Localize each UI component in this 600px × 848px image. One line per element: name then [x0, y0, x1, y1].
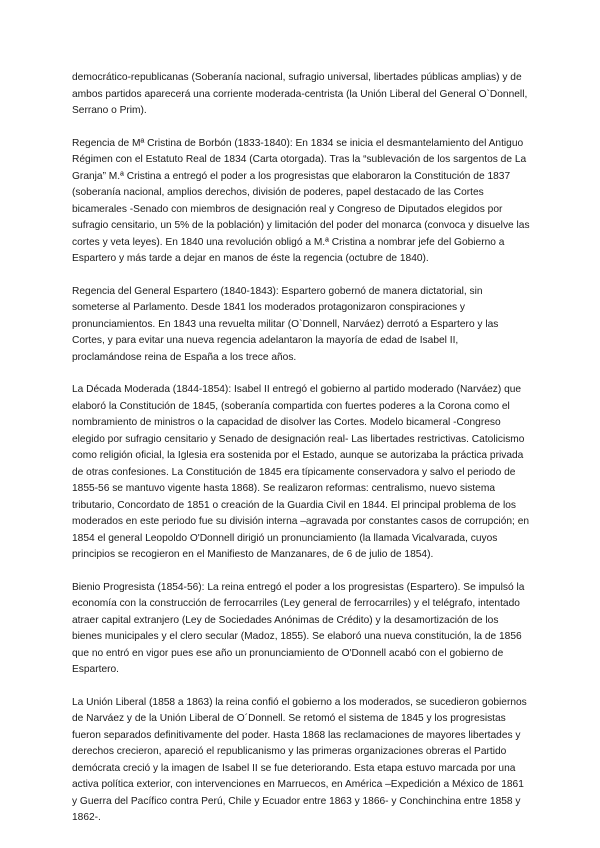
paragraph-bienio-progresista: Bienio Progresista (1854-56): La reina entregó el poder a los progresistas (Espartero). Se impulsó la economía con la construcción de ferrocarriles (Ley general de ferrocarriles) y el telégrafo, intentado atraer capital extranjero (Ley de Sociedades Anónimas de Crédito) y la desamortización de los bienes municipales y el clero secular (Madoz, 1855). Se elaboró una nueva constitución, la de 1856 que no entró en vigor pues ese año un pronunciamiento de O'Donnell acabó con el gobierno de Espartero.	[72, 581, 525, 675]
paragraph-democratic-republicans: democrático-republicanas (Soberanía nacional, sufragio universal, libertades públicas amplias) y de ambos partidos aparecerá una corriente moderada-centrista (la Unión Liberal del General O`Donnell, Serrano o Prim).	[72, 72, 528, 116]
paragraph-decada-moderada: La Década Moderada (1844-1854): Isabel II entregó el gobierno al partido moderado (Narváez) que elaboró la Constitución de 1845, (soberanía compartida con fuertes poderes a la Corona como el nombramiento de ministros o la capacidad de disolver las Cortes. Modelo bicameral -Congreso elegido por sufragio censitario y Senado de designación real- Las libertades restrictivas. Catolicismo como religión oficial, la Iglesia era sostenida por el Estado, aunque se autorizaba la práctica privada de otras confesiones. La Constitución de 1845 era típicamente conservadora y salvo el periodo de 1855-56 se mantuvo vigente hasta 1868). Se realizaron reformas: centralismo, nuevo sistema tributario, Concordato de 1851 o creación de la Guardia Civil en 1844. El principal problema de los moderados en este periodo fue su división interna –agravada por constantes casos de corrupción; en 1854 el general Leopoldo O'Donnell dirigió un pronunciamiento (la llamada Vicalvarada, cuyos principios se recogieron en el Manifiesto de Manzanares, de 6 de julio de 1854).	[72, 384, 530, 560]
document-body	[72, 70, 530, 843]
paragraph-regencia-espartero: Regencia del General Espartero (1840-1843): Espartero gobernó de manera dictatorial, sin someterse al Parlamento. Desde 1841 los moderados protagonizaron conspiraciones y pronunciamientos. En 1843 una revuelta militar (O`Donnell, Narváez) derrotó a Espartero y las Cortes, y para evitar una nueva regencia adelantaron la mayoría de edad de Isabel II, proclamándose reina de España a los trece años.	[72, 285, 499, 363]
paragraph-regencia-maria-cristina: Regencia de Mª Cristina de Borbón (1833-1840): En 1834 se inicia el desmantelamiento del Antiguo Régimen con el Estatuto Real de 1834 (Carta otorgada). Tras la “sublevación de los sargentos de La Granja” M.ª Cristina a entregó el poder a los progresistas que elaboraron la Constitución de 1837 (soberanía nacional, amplios derechos, división de poderes, papel destacado de las Cortes bicamerales -Senado con miembros de designación real y Congreso de Diputados elegidos por sufragio censitario, un 5% de la población) y limitación del poder del monarca (convoca y disuelve las cortes y veta leyes). En 1840 una revolución obligó a M.ª Cristina a nombrar jefe del Gobierno a Espartero y más tarde a dejar en manos de éste la regencia (octubre de 1840).	[72, 137, 530, 264]
paragraph-union-liberal: La Unión Liberal (1858 a 1863) la reina confió el gobierno a los moderados, se sucedieron gobiernos de Narváez y de la Unión Liberal de O´Donnell. Se retomó el sistema de 1845 y los progresistas fueron separados definitivamente del poder. Hasta 1868 las reclamaciones de mayores libertades y derechos crecieron, apareció el republicanismo y las primeras organizaciones obreras el Partido demócrata creció y la imagen de Isabel II se fue deteriorando. Esta etapa estuvo marcada por una activa política exterior, con intervenciones en Marruecos, en América –Expedición a México de 1861 y Guerra del Pacífico contra Perú, Chile y Ecuador entre 1863 y 1866- y Conchinchina entre 1858 y 1862-.	[72, 696, 527, 823]
